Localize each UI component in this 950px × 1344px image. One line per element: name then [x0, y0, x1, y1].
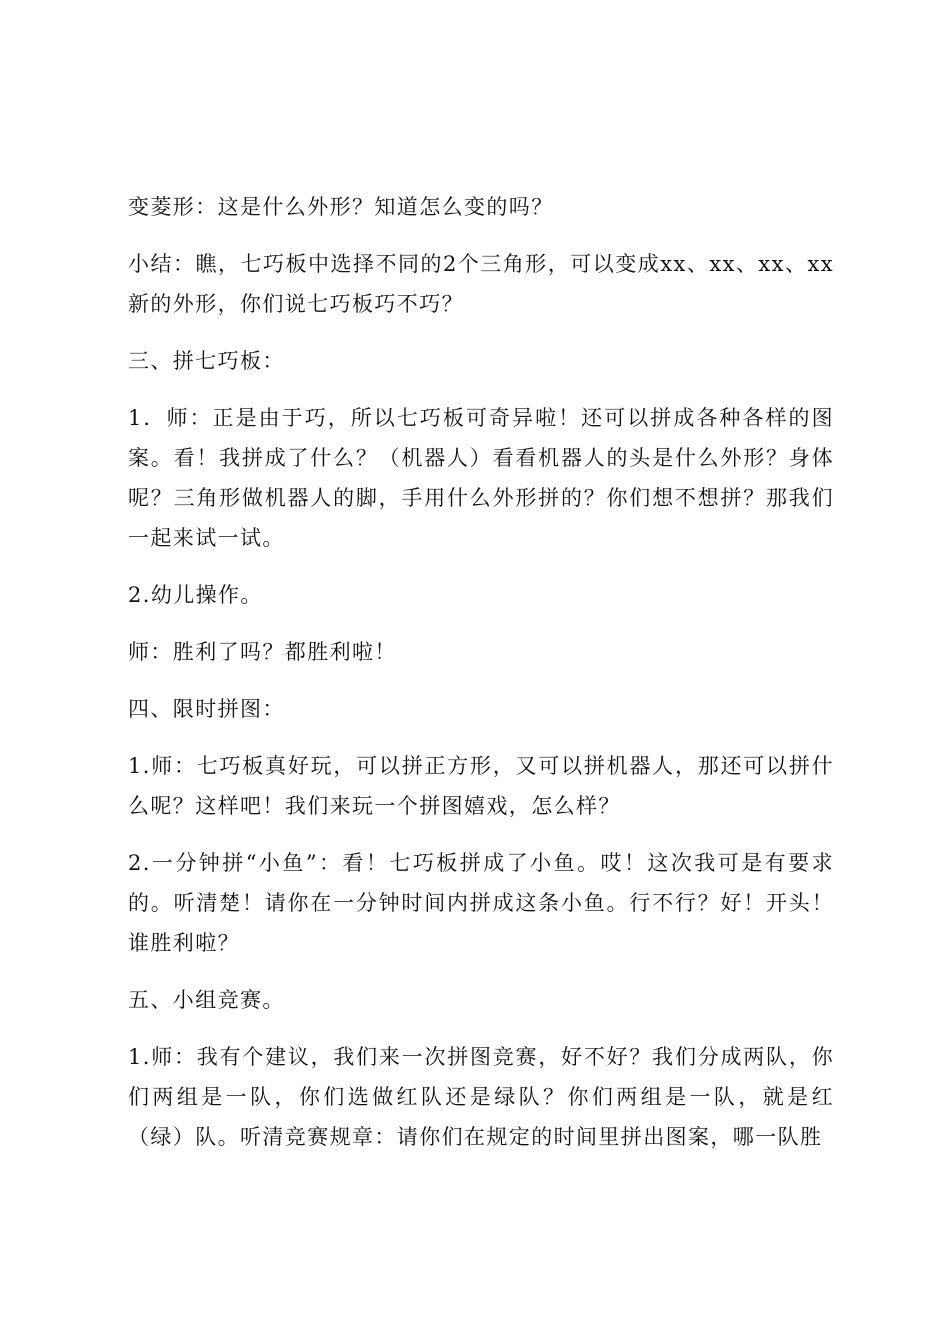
section-heading: 三、拼七巧板：	[128, 349, 285, 373]
paragraph: 师：胜利了吗？都胜利啦！	[128, 640, 397, 664]
paragraph: 2.一分钟拼“小鱼”：看！七巧板拼成了小鱼。哎！这次我可是有要求的。听清楚！请你在一分钟时间内拼成这条小鱼。行不行？好！开头！谁胜利啦？	[128, 851, 834, 955]
paragraph: 2.幼儿操作。	[128, 583, 263, 607]
document-body	[128, 187, 834, 1174]
section-heading: 五、小组竞赛。	[128, 988, 285, 1012]
paragraph: 1.师：我有个建议，我们来一次拼图竞赛，好不好？我们分成两队，你们两组是一队，你们选做红队还是绿队？你们两组是一队，就是红（绿）队。听清竞赛规章：请你们在规定的时间里拼出图案，哪一队胜	[128, 1045, 834, 1149]
section-heading: 四、限时拼图：	[128, 697, 285, 721]
paragraph: 1.师：七巧板真好玩，可以拼正方形，又可以拼机器人，那还可以拼什么呢？这样吧！我们来玩一个拼图嬉戏，怎么样？	[128, 754, 834, 818]
paragraph: 小结：瞧，七巧板中选择不同的2个三角形，可以变成xx、xx、xx、xx新的外形，你们说七巧板巧不巧？	[128, 252, 834, 316]
paragraph: 变菱形：这是什么外形？知道怎么变的吗？	[128, 195, 554, 219]
paragraph: 1．师：正是由于巧，所以七巧板可奇异啦！还可以拼成各种各样的图案。看！我拼成了什么？（机器人）看看机器人的头是什么外形？身体呢？三角形做机器人的脚，手用什么外形拼的？你们想不想拼？那我们一起来试一试。	[128, 406, 834, 550]
